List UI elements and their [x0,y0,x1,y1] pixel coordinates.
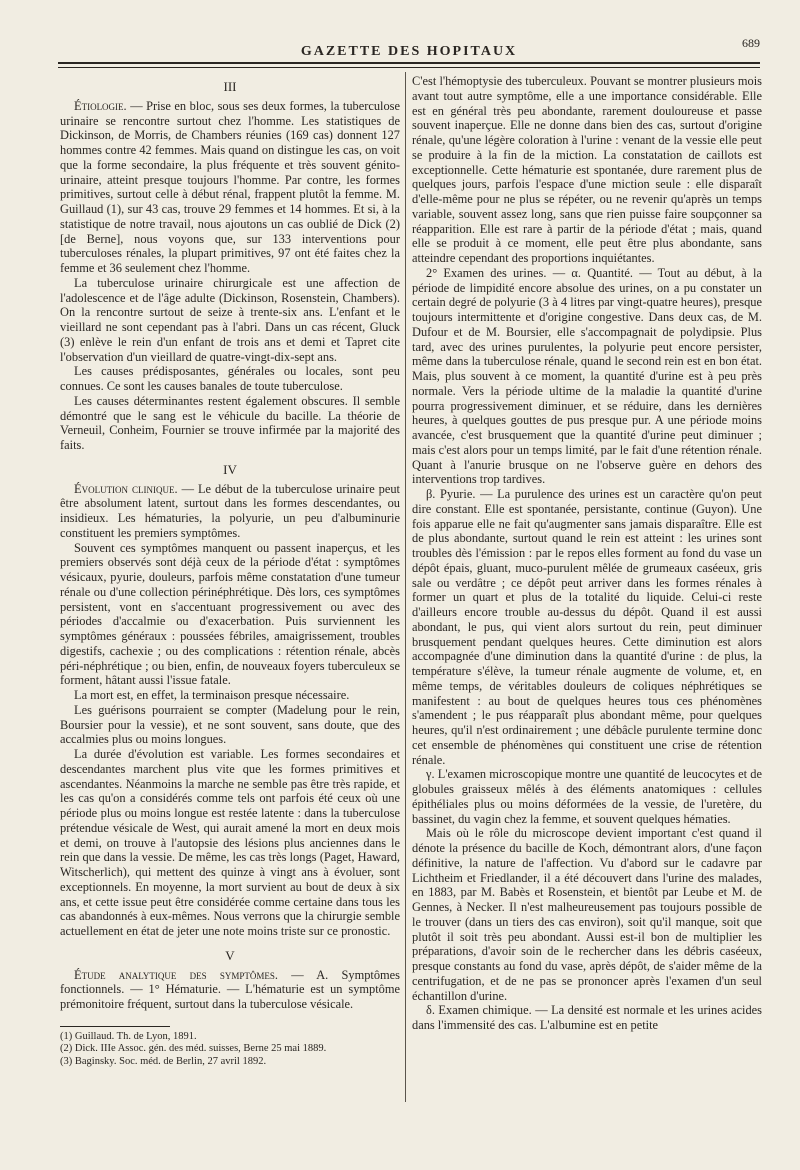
paragraph-etude [60,968,400,1012]
footnotes [60,1031,400,1069]
paragraph-text: — Prise en bloc, sous ses deux formes, la tuberculose urinaire se rencontre surtout chez l'homme. Les statistiques de Dickinson, de Morris, de Chambers réunies (169 cas) donnent 127 hommes contre 42 femmes. Mais quand on distingue les cas, on voit que la forme secondaire, la plus fréquente et très souvent génito-urinaire, atteint presque toujours l'homme. Par contre, les formes primitives, surtout celle à début rénal, frappent plutôt la femme. M. Guillaud (1), sur 43 cas, trouve 29 femmes et 14 hommes. Et si, à la statistique de notre travail, nous ajoutons un cas oublié de Dick (2) [de Berne], nous voyons que, sur 133 interventions pour tuberculoses rénales, la plupart primitives, 97 ont été faites chez la femme et 36 seulement chez l'homme. [60,98,400,275]
paragraph-text: — Le début de la tuberculose urinaire peut être absolument latent, surtout dans les formes descendantes, ou insidieux. Les hématuries, la polyurie, un peu d'albuminurie constituent les premiers symptômes. [60,481,401,540]
journal-title: GAZETTE DES HOPITAUX [300,44,518,59]
paragraph: β. Pyurie. — La purulence des urines est un caractère qu'on peut dire constant. Elle est spontanée, persistante, continue (Guyon). Une fois apparue elle ne fait qu'augmenter sans jamais disparaître. Elle est de plus abondante, surtout quand le rein est atteint : les urines sont troubles dès l'émission : par le repos elles forment au fond du vase un dépôt épais, gluant, muco-purulent mêlée de grumeaux caséeux, gris sale ou verdâtre ; ce dépôt peut arriver dans les formes rénales à former un quart et plus de la totalité du liquide. Celui-ci reste d'ailleurs encore trouble au-dessus du dépôt. Quand il est aussi abondant, le pus, qui vient alors surtout du rein, peut diminuer brusquement pendant quelques heures. Cette diminution est alors accompagnée d'une diminution dans la quantité d'urine : de plus, la température s'élève, la tumeur rénale augmente de volume, et, en même temps, de véritables douleurs de coliques néphrétiques se manifestent : au bout de quelques heures tous ces phénomènes s'amendent ; le pus réapparaît plus abondant même, pour quelques heures, qu'il n'est ordinairement ; une débâcle purulente termine donc cet ensemble de phénomènes qui constituent une crise de rétention rénale. [412,487,762,767]
column-divider [405,72,406,1102]
footnote: (2) Dick. IIIe Assoc. gén. des méd. suisses, Berne 25 mai 1889. [60,1043,327,1055]
header-rule [58,62,760,64]
paragraph: Les causes prédisposantes, générales ou locales, sont peu connues. Ce sont les causes banales de toute tuberculose. [60,364,400,393]
paragraph: Les guérisons pourraient se compter (Madelung pour le rein, Boursier pour la vessie), et ne sont souvent, sans doute, que des accalmies plus ou moins longues. [60,702,400,747]
run-in-heading: Étiologie. [74,98,127,113]
paragraph: Souvent ces symptômes manquent ou passent inaperçus, et les premiers observés sont déjà ceux de la période d'état : symptômes vésicaux, pyurie, douleurs, parfois même constatation d'une tumeur rénale ou d'une collection périnéphrétique. Dès lors, ces symptômes persistent, vont en s'accentuant progressivement ou avec des périodes d'accalmie ou d'exacerbation. Puis surviennent les symptômes généraux : poussées fébriles, amaigrissement, troubles digestifs, cachexie ; ou des complications : rétention rénale, abcès péri-néphrétique ; ou bien, enfin, de nouveaux foyers tuberculeux se forment, hâtant aussi l'issue fatale. [60,540,400,688]
paragraph-evolution [60,482,400,541]
section-heading-4: IV [223,461,237,477]
paragraph: δ. Examen chimique. — La densité est normale et les urines acides dans l'immensité des cas. L'albumine est en petite [412,1003,762,1032]
right-column [412,74,762,1033]
paragraph: La mort est, en effet, la terminaison presque nécessaire. [74,688,350,702]
paragraph: 2° Examen des urines. — α. Quantité. — Tout au début, à la période de limpidité encore absolue des urines, on a pu constater un certain degré de polyurie (3 à 4 litres par vingt-quatre heures), presque toujours intermittente et d'origine congestive. Dans deux cas, de M. Dufour et de M. Boursier, elle s'accompagnait de polydipsie. Plus tard, avec des urines purulentes, la polyurie peut encore persister, même dans la tuberculose rénale, quand le second rein est en bon état. Mais, plus souvent à ce moment, la quantité d'urine est à peu près normale. Vers la période ultime de la maladie la quantité d'urine pourra progressivement diminuer, et se réduire, dans les dernières heures, à quelques gouttes de pus presque pur. A une période moins avancée, c'est brusquement que la quantité d'urine peut diminuer ; mais c'est alors pour un temps limité, par le fait d'une rétention rénale. Quant à l'anurie brusque on ne l'observe guère en dehors des interventions trop tardives. [412,265,762,487]
page-number: 689 [742,36,760,50]
header-rule-thin [58,67,760,68]
paragraph: Mais où le rôle du microscope devient important c'est quand il dénote la présence du bacille de Koch, démontrant alors, d'une façon définitive, la nature de l'affection. Vu d'abord sur le cadavre par Lichtheim et Friedlander, il a été découvert dans l'urine des malades, en 1883, par M. Babès et Rosenstein, et bientôt par Leube et M. de Gennes, à Necker. Il n'est malheureusement pas toujours possible de le trouver (dans un tiers des cas environ), soit qu'il manque, soit que plutôt il soit très peu abondant. Aussi est-il bon de multiplier les préparations, d'avoir soin de le rechercher dans les débris caséeux, presque constants au fond du vase, après dépôt, de s'aider même de la centrifugation, et de ne pas se prononcer après l'examen d'un seul échantillon d'urine. [412,826,762,1003]
section-heading-5: V [225,947,235,963]
footnote-rule [60,1026,170,1027]
paragraph: γ. L'examen microscopique montre une quantité de leucocytes et de globules graisseux mêlés à des éléments anatomiques : cellules épithéliales plus ou moins déformées de la vessie, de l'uretère, du bassinet, du vagin chez la femme, et souvent quelques hématies. [412,767,762,826]
paragraph: Les causes déterminantes restent également obscures. Il semble démontré que le sang est le véhicule du bacille. La théorie de Verneuil, Conheim, Fournier se trouve infirmée par la majorité des faits. [60,393,400,452]
paragraph-etiologie [60,99,400,276]
paragraph-text: — A. Symptômes fonctionnels. — 1° Hématurie. — L'hématurie est un symptôme prémonitoire fréquent, surtout dans la tuberculose vésicale. [60,967,401,1011]
footnote: (1) Guillaud. Th. de Lyon, 1891. [60,1030,197,1042]
paragraph: La tuberculose urinaire chirurgicale est une affection de l'adolescence et de l'âge adulte (Dickinson, Rosenstein, Chambers). On la rencontre surtout de seize à trente-six ans. L'enfant et le vieillard ne sont cependant pas à l'abri. Dans un cas récent, Gluck (3) enlève le rein d'un enfant de trois ans et demi et Tapret cite l'observation d'un vieillard de quatre-vingt-dix-sept ans. [60,275,400,364]
paragraph: La durée d'évolution est variable. Les formes secondaires et descendantes marchent plus vite que les formes primitives et ascendantes. Néanmoins la marche ne semble pas être très rapide, et les cas qu'on a considérés comme tels ont parfois été ceux où une période plus ou moins longue est restée latente : dans la tuberculose prétendue vésicale de West, qui aurait amené la mort en deux mois et demi, on trouve à l'autopsie des lésions plus anciennes dans le rein que dans la vessie. De même, les cas très longs (Paget, Haward, Witscherlich), qui mettent des quinze à vingt ans à évoluer, sont exceptionnels. En moyenne, la mort survient au bout de deux à six ans, et cette issue peut être considérée comme certaine dans tous les cas abandonnés à eux-mêmes. Nous verrons que la chirurgie semble actuellement en état de jeter une note moins triste sur ce pronostic. [60,747,400,938]
footnote: (3) Baginsky. Soc. méd. de Berlin, 27 avril 1892. [60,1055,267,1067]
section-heading-3: III [223,79,237,94]
run-in-heading: Étude analytique des symptômes. [74,967,278,982]
left-column [60,76,400,1068]
run-in-heading: Évolution clinique. [74,481,178,496]
paragraph: C'est l'hémoptysie des tuberculeux. Pouvant se montrer plusieurs mois avant tout autre symptôme, elle a une importance considérable. Elle est en général très peu abondante, rarement douloureuse et passe souvent inaperçue. Elle ne donne dans bien des cas, surtout d'origine rénale, qu'une légère coloration à l'urine : venant de la vessie elle peut se produire à la fin de la miction. La constatation de caillots est exceptionnelle. Cette hématurie est spontanée, dure rarement plus de quelques jours, parfois l'espace d'une miction seule : elle disparaît d'elle-même pour ne plus se répéter, ou ne revenir qu'après un temps variable, souvent assez long, sans que rien puisse faire soupçonner sa réapparition. Elle est rare à partir de la période d'état ; mais, quand elle se produit à ce moment, elle peut être plus abondante, sans atteindre cependant des proportions inquiétantes. [412,74,762,265]
